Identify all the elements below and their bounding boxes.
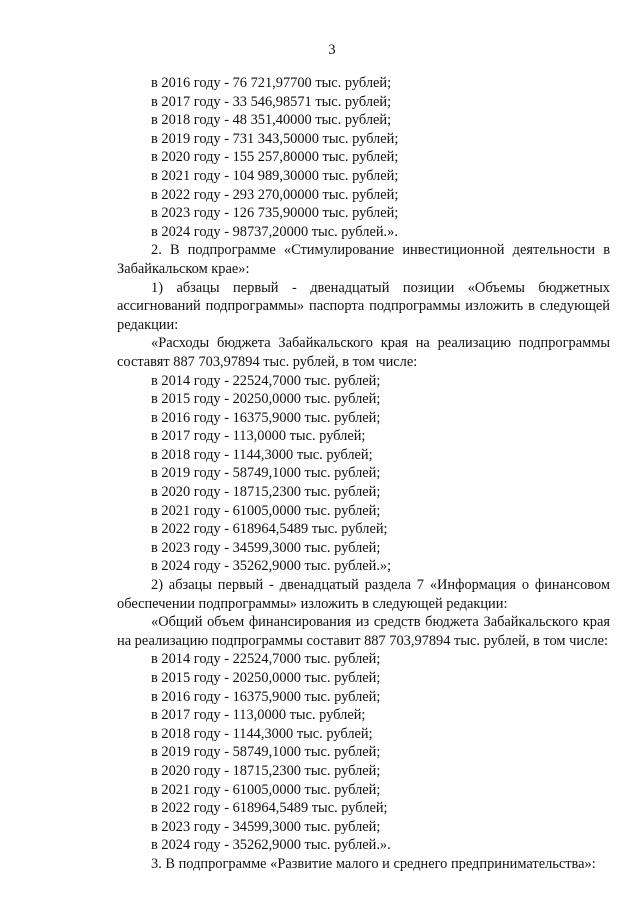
paragraph: «Расходы бюджета Забайкальского края на реализацию подпрограммы составят 887 703,97894 тыс. рублей, в том числе: (117, 335, 610, 370)
list-item: в 2017 году - 113,0000 тыс. рублей; (151, 707, 366, 724)
page-number: 3 (328, 42, 336, 58)
list-item: в 2014 году - 22524,7000 тыс. рублей; (151, 651, 381, 668)
list-item: в 2017 году - 113,0000 тыс. рублей; (151, 428, 366, 445)
list-item: в 2021 году - 61005,0000 тыс. рублей; (151, 502, 381, 519)
list-item: в 2020 году - 18715,2300 тыс. рублей; (151, 762, 381, 779)
list-item: в 2018 году - 1144,3000 тыс. рублей; (151, 725, 373, 742)
list-item: в 2019 году - 58749,1000 тыс. рублей; (151, 465, 381, 482)
list-item: в 2024 году - 35262,9000 тыс. рублей.»; (151, 558, 392, 575)
list-item: в 2023 году - 34599,3000 тыс. рублей; (151, 539, 381, 556)
list-item: в 2023 году - 34599,3000 тыс. рублей; (151, 818, 381, 835)
paragraph: 1) абзацы первый - двенадцатый позиции «Объемы бюджетных ассигнований подпрограммы» паспорта подпрограммы изложить в следующей редакции: (117, 279, 610, 333)
list-item: в 2018 году - 1144,3000 тыс. рублей; (151, 446, 373, 463)
list-item: в 2017 году - 33 546,98571 тыс. рублей; (151, 93, 392, 110)
paragraph: 2) абзацы первый - двенадцатый раздела 7 «Информация о финансовом обеспечении подпрограммы» изложить в следующей редакции: (117, 577, 610, 612)
list-item: в 2016 году - 16375,9000 тыс. рублей; (151, 409, 381, 426)
list-item: в 2022 году - 293 270,00000 тыс. рублей; (151, 186, 399, 203)
list-item: в 2016 году - 76 721,97700 тыс. рублей; (151, 75, 392, 91)
list-item: в 2019 году - 731 343,50000 тыс. рублей; (151, 130, 399, 147)
list-item: в 2022 году - 618964,5489 тыс. рублей; (151, 800, 388, 817)
list-item: в 2015 году - 20250,0000 тыс. рублей; (151, 670, 381, 686)
document-body (117, 74, 610, 874)
list-item: в 2024 году - 35262,9000 тыс. рублей.». (151, 837, 391, 854)
list-item: в 2016 году - 16375,9000 тыс. рублей; (151, 688, 381, 705)
list-item: в 2022 году - 618964,5489 тыс. рублей; (151, 521, 388, 538)
paragraph: 2. В подпрограмме «Стимулирование инвестиционной деятельности в Забайкальском крае»: (117, 242, 610, 277)
list-item: в 2023 году - 126 735,90000 тыс. рублей; (151, 205, 399, 222)
list-item: в 2020 году - 155 257,80000 тыс. рублей; (151, 149, 399, 166)
list-item: в 2019 году - 58749,1000 тыс. рублей; (151, 744, 381, 761)
list-item: в 2018 году - 48 351,40000 тыс. рублей; (151, 112, 392, 129)
paragraph: «Общий объем финансирования из средств бюджета Забайкальского края на реализацию подпрограммы составит 887 703,97894 тыс. рублей, в том числе: (117, 614, 610, 649)
list-item: в 2024 году - 98737,20000 тыс. рублей.». (151, 223, 398, 240)
list-item: в 2021 году - 61005,0000 тыс. рублей; (151, 781, 381, 798)
paragraph: 3. В подпрограмме «Развитие малого и среднего предпринимательства»: (151, 855, 596, 872)
list-item: в 2021 году - 104 989,30000 тыс. рублей; (151, 167, 399, 184)
list-item: в 2020 году - 18715,2300 тыс. рублей; (151, 484, 381, 501)
list-item: в 2014 году - 22524,7000 тыс. рублей; (151, 372, 381, 389)
list-item: в 2015 году - 20250,0000 тыс. рублей; (151, 391, 381, 408)
